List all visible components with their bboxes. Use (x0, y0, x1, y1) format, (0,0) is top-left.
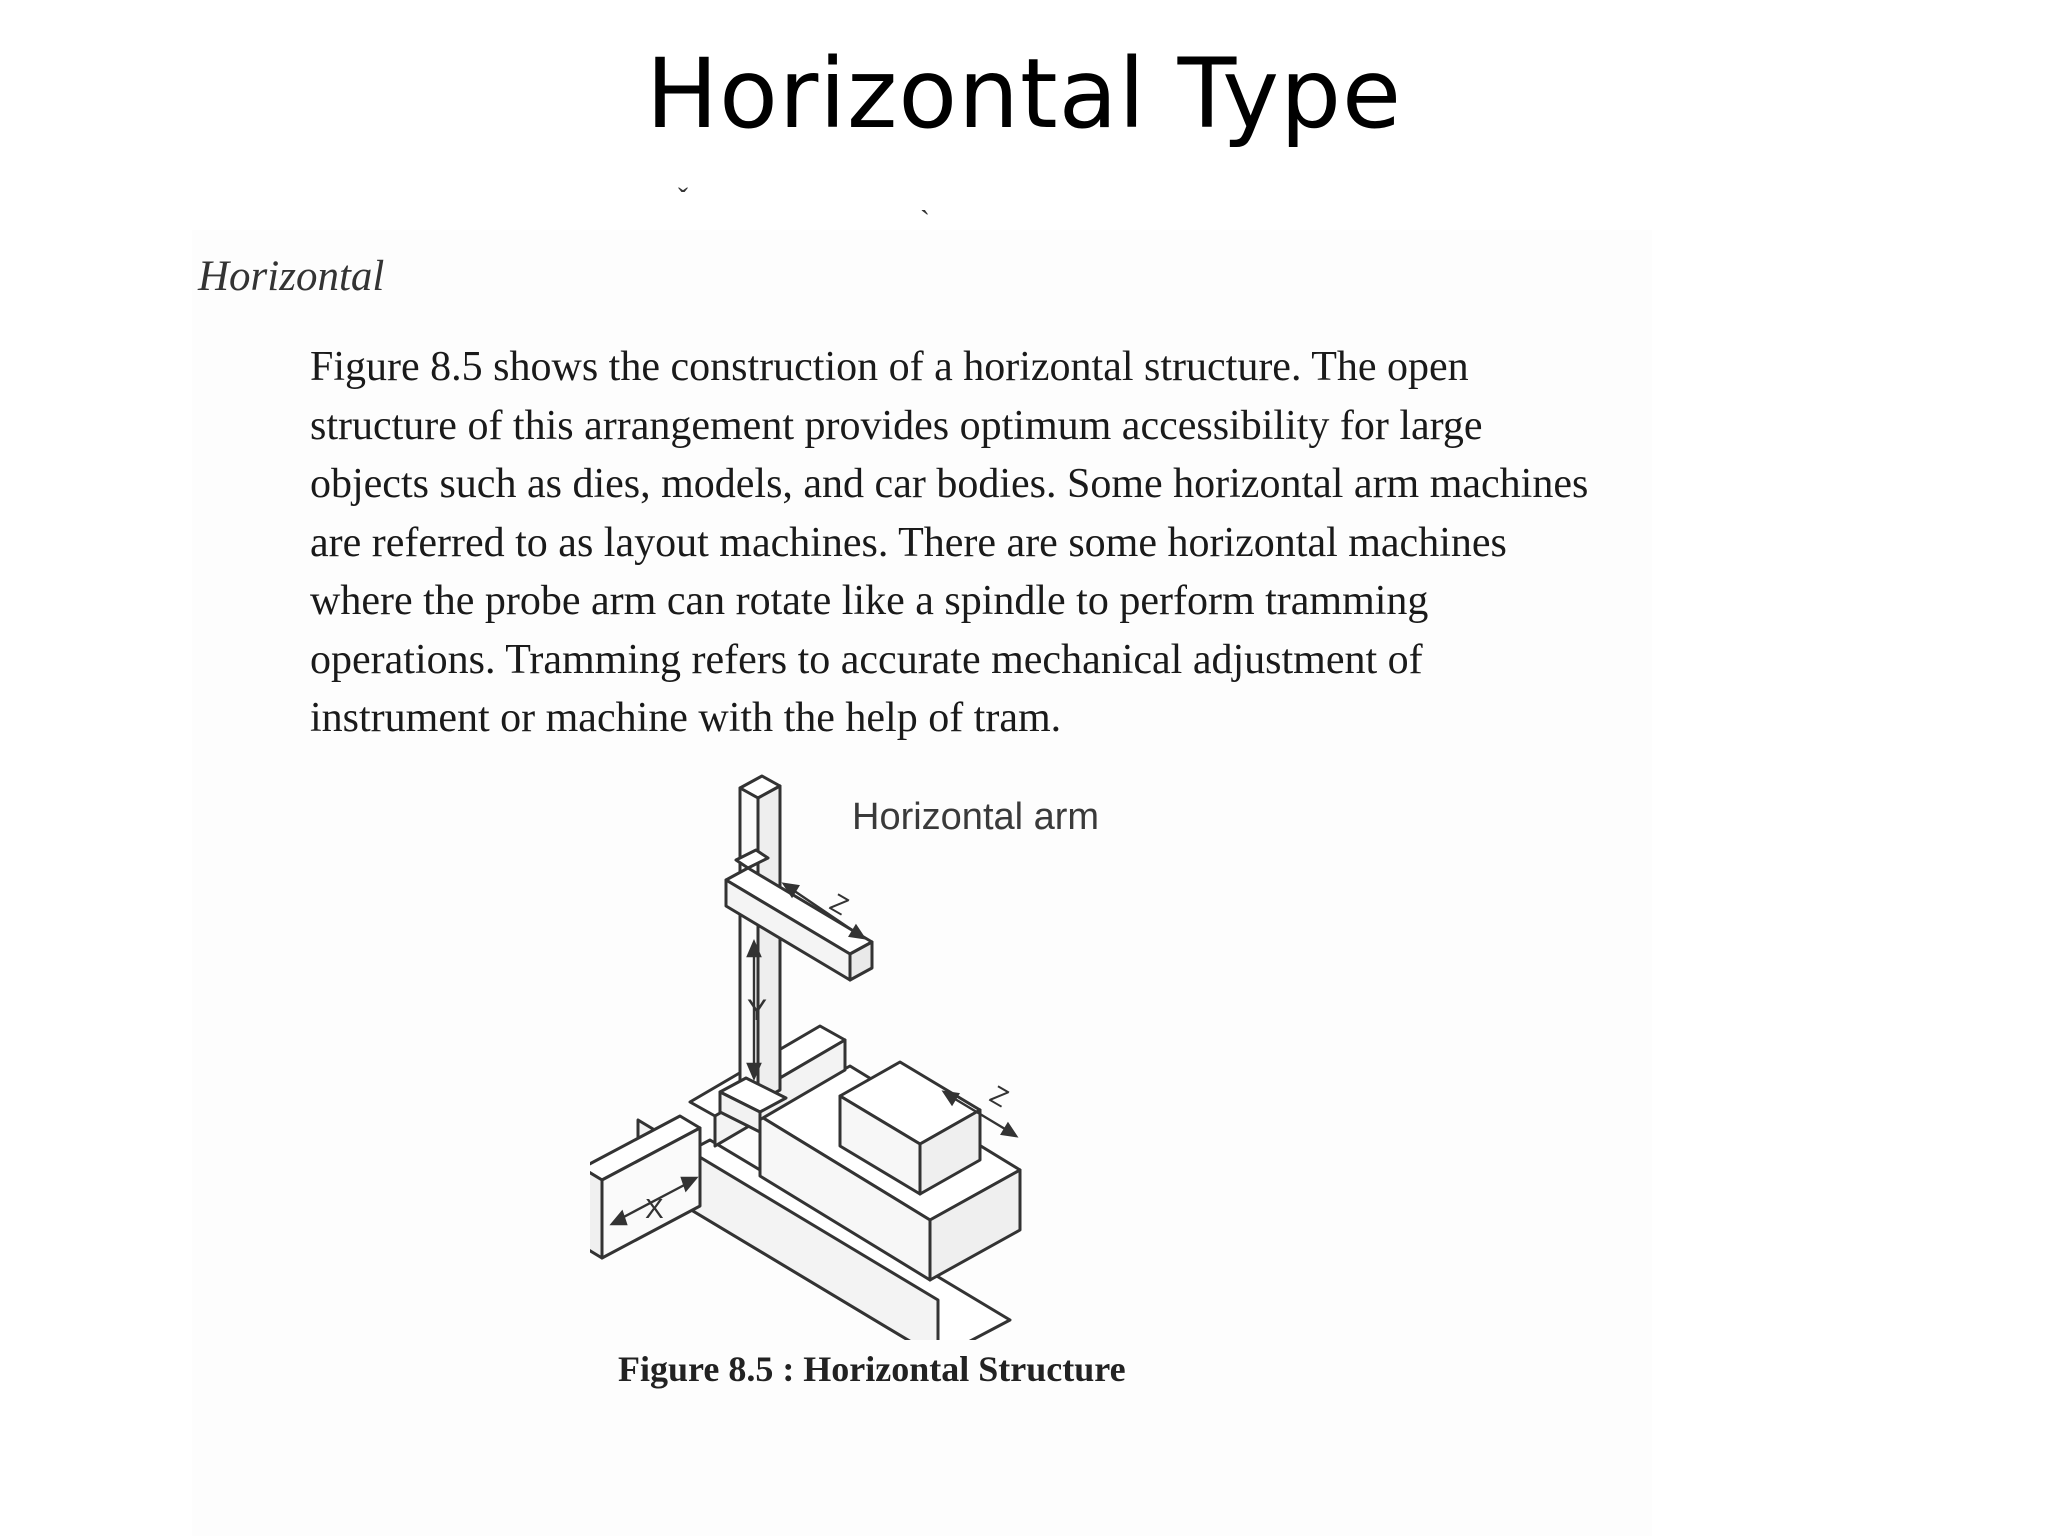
axis-label-x: X (645, 1193, 664, 1224)
paragraph-line: objects such as dies, models, and car bodies. Some horizontal arm machines (310, 461, 1589, 507)
paragraph-line: are referred to as layout machines. There are some horizontal machines (310, 519, 1507, 566)
paragraph-line: operations. Tramming refers to accurate mechanical adjustment of (310, 636, 1423, 683)
section-heading: Horizontal (198, 253, 385, 300)
paragraph-line: where the probe arm can rotate like a spindle to perform tramming (310, 578, 1429, 624)
body-paragraph (310, 338, 1670, 748)
horizontal-structure-diagram (590, 760, 1050, 1340)
paragraph-line: instrument or machine with the help of tram. (310, 695, 1062, 741)
slide-title: Horizontal Type (645, 38, 1403, 150)
figure-label: Horizontal arm (852, 796, 1100, 838)
paragraph-line: Figure 8.5 shows the construction of a horizontal structure. The open (310, 344, 1469, 390)
axis-label-z-table: Z (985, 1079, 1014, 1114)
axis-label-y: Y (747, 994, 768, 1027)
axis-label-z-arm: Z (825, 887, 854, 922)
paragraph-line: structure of this arrangement provides optimum accessibility for large (310, 402, 1483, 449)
figure-caption: Figure 8.5 : Horizontal Structure (618, 1349, 1126, 1389)
scan-cutoff-marks: ˇ ˎ (678, 182, 930, 215)
x-beam (590, 1116, 700, 1258)
